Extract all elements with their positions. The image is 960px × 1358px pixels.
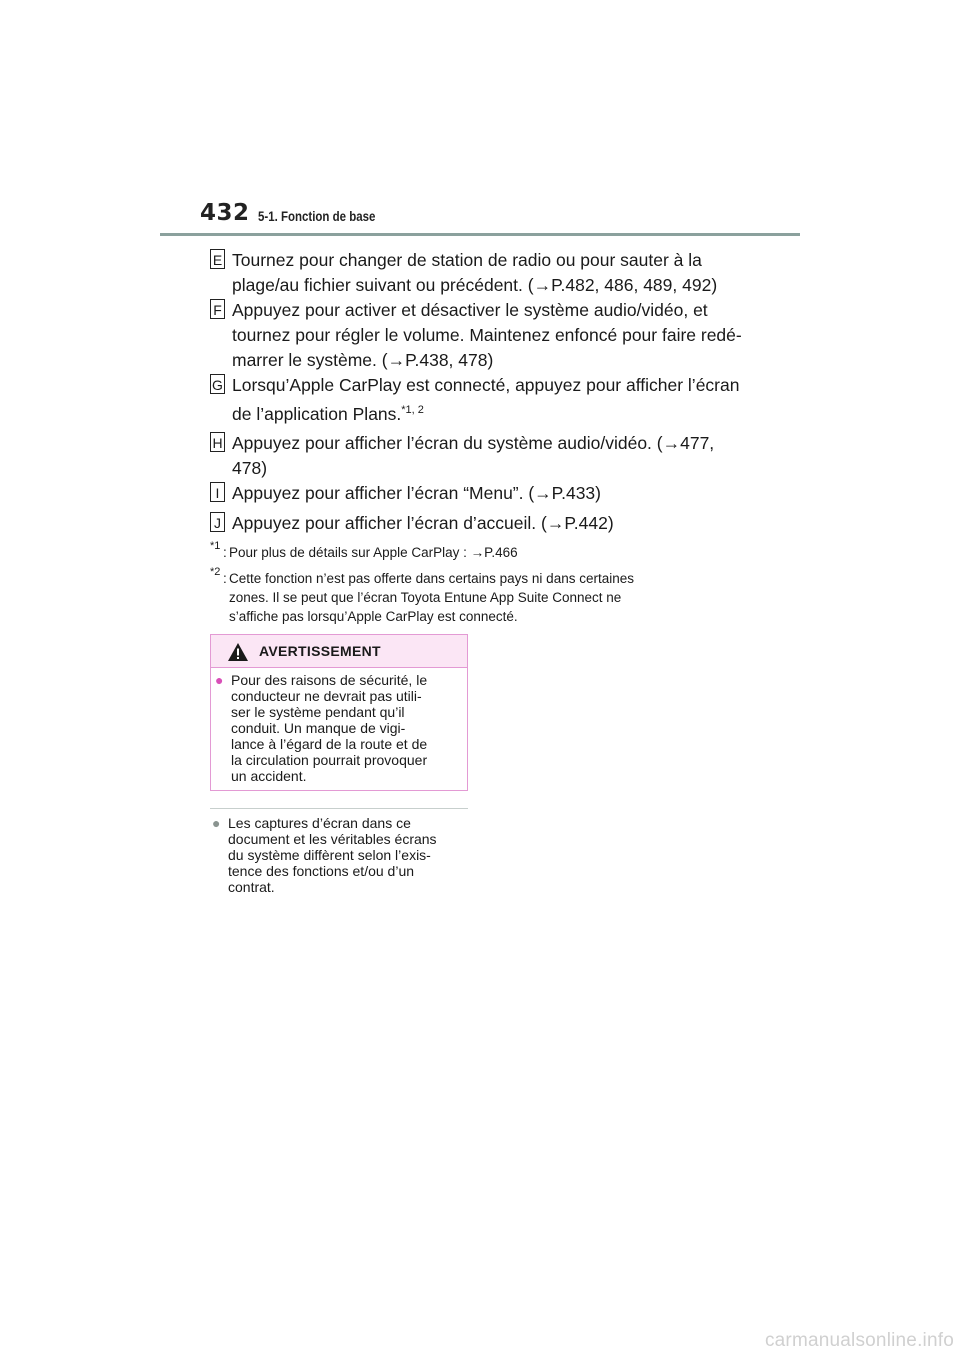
warning-box (210, 634, 468, 791)
section-title: 5-1. Fonction de base (258, 208, 376, 224)
warning-line: conduit. Un manque de vigi- (231, 720, 406, 736)
warning-triangle-icon (227, 642, 249, 662)
letter-label: G (210, 374, 225, 394)
footnote-colon: : (223, 571, 227, 586)
footnote-line: Pour plus de détails sur Apple CarPlay : →P.466 (229, 545, 518, 560)
item-line: plage/au fichier suivant ou précédent. (→P.482, 486, 489, 492) (232, 275, 718, 295)
item-line: Appuyez pour activer et désactiver le système audio/vidéo, et (232, 300, 708, 320)
item-line: Lorsqu’Apple CarPlay est connecté, appuyez pour afficher l’écran (232, 375, 740, 395)
info-line: Les captures d’écran dans ce (228, 815, 411, 831)
info-line: contrat. (228, 879, 275, 895)
bullet-icon: ● (212, 815, 221, 831)
info-line: tence des fonctions et/ou d’un (228, 863, 415, 879)
item-text (232, 298, 767, 373)
footnote-line: Cette fonction n’est pas offerte dans certains pays ni dans certaines (229, 571, 634, 586)
footnote-line: s’affiche pas lorsqu’Apple CarPlay est connecté. (229, 609, 518, 624)
letter-label: J (210, 512, 225, 532)
warning-header (211, 635, 467, 668)
warning-line: la circulation pourrait provoquer (231, 752, 428, 768)
footnote-marker: *1 (210, 540, 221, 552)
footnote-line: zones. Il se peut que l’écran Toyota Entune App Suite Connect ne (229, 590, 622, 605)
info-line: du système diffèrent selon l’exis- (228, 847, 431, 863)
warning-line: un accident. (231, 768, 307, 784)
page-number: 432 (200, 200, 250, 226)
item-line: Appuyez pour afficher l’écran d’accueil. (→P.442) (232, 513, 614, 533)
bullet-icon: ● (215, 672, 224, 688)
letter-label: I (210, 482, 225, 502)
item-text (232, 511, 767, 536)
info-line: document et les véritables écrans (228, 831, 437, 847)
footnote-ref: *1, 2 (401, 404, 424, 417)
letter-label: F (210, 299, 225, 319)
item-text (232, 248, 767, 298)
item-line: Appuyez pour afficher l’écran “Menu”. (→P.433) (232, 483, 601, 503)
header-rule (160, 233, 800, 236)
item-line: tournez pour régler le volume. Maintenez enfoncé pour faire redé- (232, 325, 742, 345)
info-divider (210, 808, 468, 809)
footnote-text (229, 569, 729, 626)
warning-line: ser le système pendant qu’il (231, 704, 405, 720)
warning-line: Pour des raisons de sécurité, le (231, 672, 428, 688)
watermark: carmanualsonline.info (764, 1330, 954, 1351)
info-text (228, 815, 458, 895)
item-text (232, 431, 767, 481)
footnote-marker: *2 (210, 566, 221, 578)
item-line: de l’application Plans. (232, 404, 402, 424)
item-line: 478) (232, 458, 268, 478)
item-line: marrer le système. (→P.438, 478) (232, 350, 494, 370)
item-line: Appuyez pour afficher l’écran du système audio/vidéo. (→477, (232, 433, 715, 453)
warning-text (231, 672, 461, 784)
warning-title: AVERTISSEMENT (259, 643, 381, 659)
warning-line: conducteur ne devrait pas utili- (231, 688, 422, 704)
letter-label: H (210, 432, 225, 452)
warning-line: lance à l’égard de la route et de (231, 736, 428, 752)
letter-label: E (210, 249, 225, 269)
footnote-colon: : (223, 545, 227, 560)
item-text (232, 481, 767, 506)
item-text (232, 373, 767, 427)
item-line: Tournez pour changer de station de radio ou pour sauter à la (232, 250, 702, 270)
item-line-wrapper (232, 402, 767, 427)
footnote-text (229, 543, 729, 562)
